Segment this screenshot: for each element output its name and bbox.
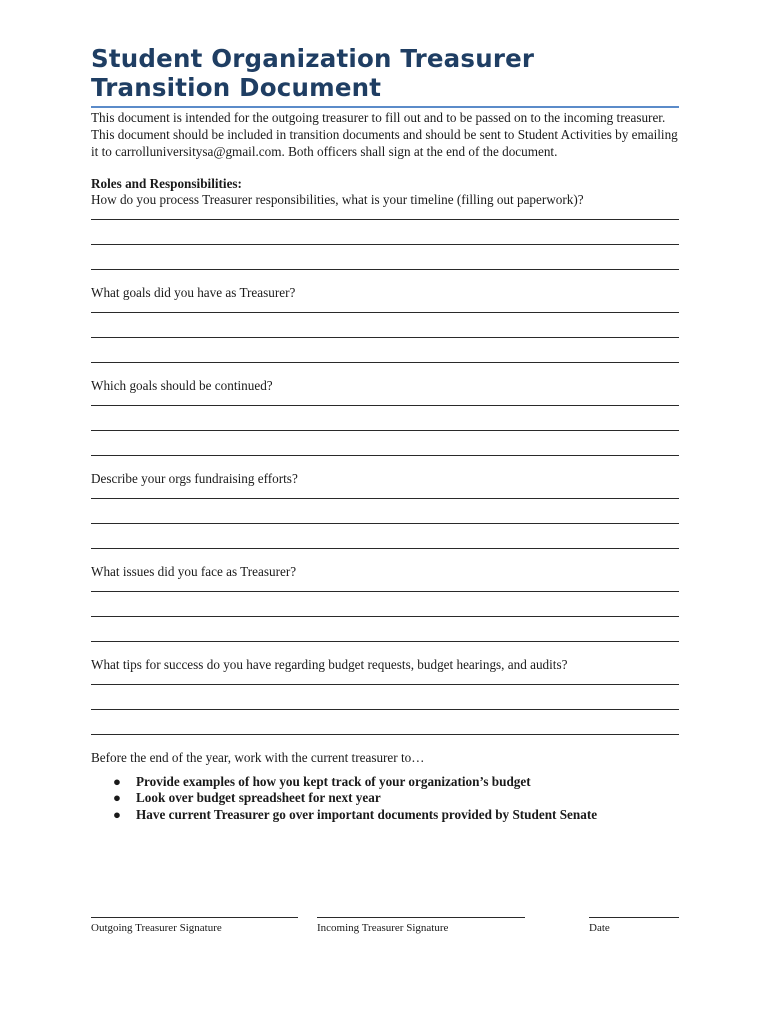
answer-line[interactable] [91,244,679,245]
checklist-item [91,790,679,806]
answer-line[interactable] [91,616,679,617]
answer-line[interactable] [91,312,679,313]
answer-lines [91,301,679,363]
question-text: What tips for success do you have regarding budget requests, budget hearings, and audits? [91,657,568,672]
document-page [91,44,679,823]
answer-lines [91,487,679,549]
before-end-text: Before the end of the year, work with the current treasurer to… [91,750,425,765]
answer-lines [91,580,679,642]
question-block [91,285,679,363]
answer-line[interactable] [91,219,679,220]
checklist-item [91,807,679,823]
bullet-icon: ● [113,774,121,789]
answer-lines [91,208,679,270]
answer-line[interactable] [91,591,679,592]
bullet-icon: ● [113,790,121,806]
date-field [589,903,679,935]
checklist [91,774,679,823]
outgoing-signature-label: Outgoing Treasurer Signature [91,922,222,934]
incoming-signature [317,903,525,935]
question-text: How do you process Treasurer responsibilities, what is your timeline (filling out paperwork)? [91,192,584,207]
signature-row [91,903,679,943]
answer-line[interactable] [91,709,679,710]
question-text: Describe your orgs fundraising efforts? [91,471,298,486]
answer-lines [91,394,679,456]
answer-line[interactable] [91,641,679,642]
answer-line[interactable] [91,548,679,549]
answer-line[interactable] [91,269,679,270]
outgoing-signature-line[interactable] [91,903,298,918]
bullet-icon: ● [113,806,121,822]
answer-line[interactable] [91,734,679,735]
answer-line[interactable] [91,405,679,406]
answer-line[interactable] [91,455,679,456]
question-block [91,657,679,735]
incoming-signature-label: Incoming Treasurer Signature [317,922,449,934]
question-block [91,471,679,549]
question-block [91,192,679,270]
intro-paragraph: This document is intended for the outgoing treasurer to fill out and to be passed on to the incoming treasurer. This document should be included in transition documents and should be sent to Student Activities by emailing it to carrolluniversitysa@gmail.com. Both officers shall sign at the end of the document. [91,110,678,159]
checklist-item-text: Look over budget spreadsheet for next year [136,790,381,806]
question-block [91,378,679,456]
answer-lines [91,673,679,735]
question-list [91,192,679,735]
date-line[interactable] [589,903,679,918]
question-block [91,564,679,642]
answer-line[interactable] [91,430,679,431]
answer-line[interactable] [91,498,679,499]
answer-line[interactable] [91,337,679,338]
answer-line[interactable] [91,362,679,363]
question-text: What issues did you face as Treasurer? [91,564,297,579]
document-title: Student Organization Treasurer Transition Document [91,44,535,102]
answer-line[interactable] [91,523,679,524]
date-label: Date [589,922,610,934]
outgoing-signature [91,903,298,935]
checklist-item-text: Have current Treasurer go over important documents provided by Student Senate [136,806,598,822]
question-text: Which goals should be continued? [91,378,273,393]
checklist-item-text: Provide examples of how you kept track of your organization’s budget [136,774,531,789]
checklist-item [91,774,679,790]
incoming-signature-line[interactable] [317,903,525,918]
question-text: What goals did you have as Treasurer? [91,285,296,300]
section-heading: Roles and Responsibilities: [91,176,242,191]
answer-line[interactable] [91,684,679,685]
